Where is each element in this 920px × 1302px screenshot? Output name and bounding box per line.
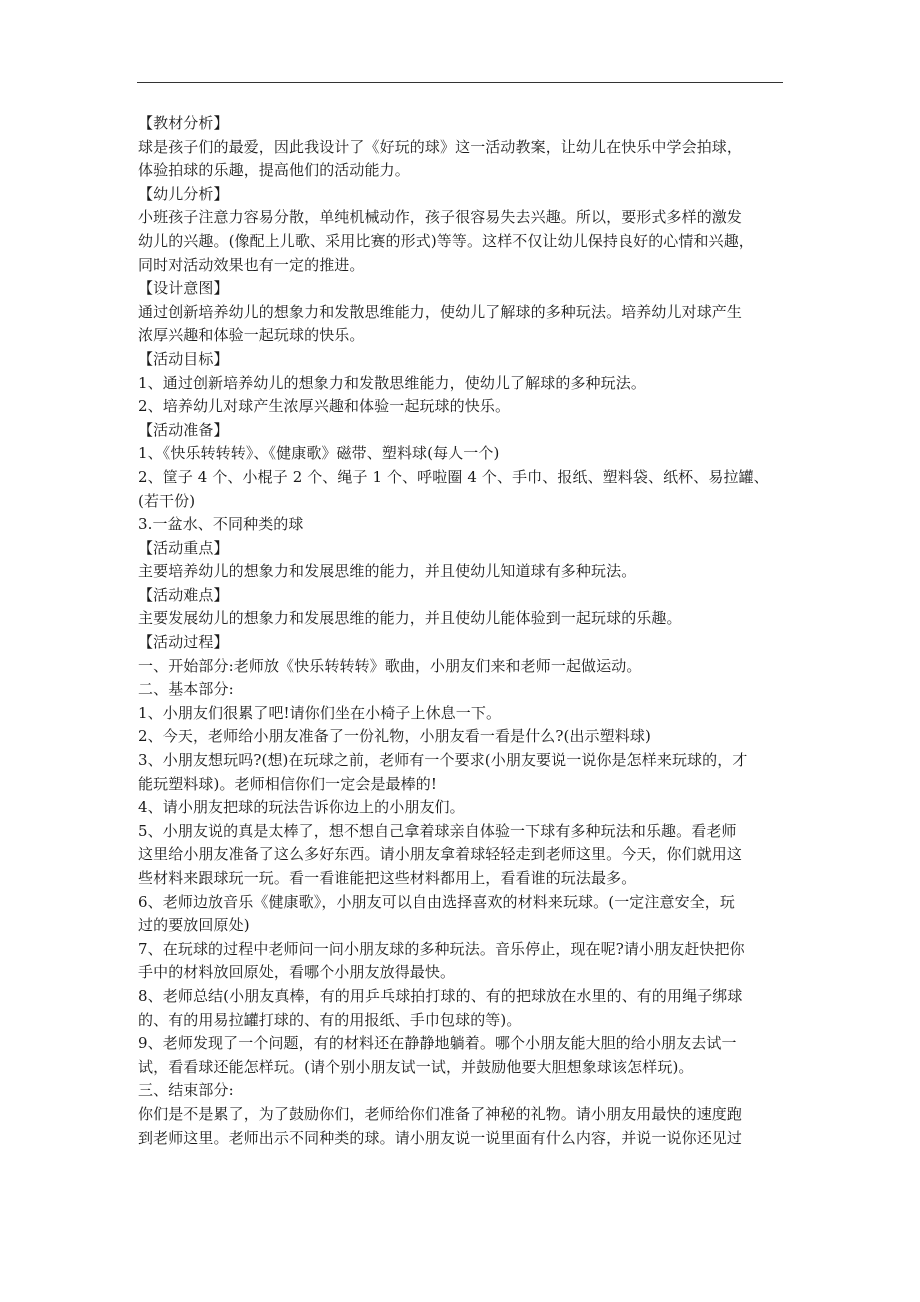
text-line: 你们是不是累了，为了鼓励你们，老师给你们准备了神秘的礼物。请小朋友用最快的速度跑: [138, 1104, 743, 1123]
text-line: 1、《快乐转转转》、《健康歌》磁带、塑料球(每人一个): [138, 444, 500, 463]
document-body: [138, 112, 790, 1150]
section-heading: 【幼儿分析】: [138, 184, 229, 203]
header-rule: [137, 82, 783, 83]
text-line: 一、开始部分:老师放《快乐转转转》歌曲，小朋友们来和老师一起做运动。: [138, 656, 642, 675]
text-line: 手中的材料放回原处，看哪个小朋友放得最快。: [138, 963, 456, 982]
text-line: 2、培养幼儿对球产生浓厚兴趣和体验一起玩球的快乐。: [138, 397, 511, 416]
text-line: 小班孩子注意力容易分散，单纯机械动作，孩子很容易失去兴趣。所以，要形式多样的激发: [138, 208, 743, 227]
text-line: 1、小朋友们很累了吧!请你们坐在小椅子上休息一下。: [138, 703, 502, 722]
text-line: 幼儿的兴趣。(像配上儿歌、采用比赛的形式)等等。这样不仅让幼儿保持良好的心情和兴趣，: [138, 231, 754, 250]
text-line: 二、基本部分:: [138, 680, 234, 699]
text-line: 同时对活动效果也有一定的推进。: [138, 255, 365, 274]
section-heading: 【教材分析】: [138, 114, 229, 132]
text-line: 试，看看球还能怎样玩。(请个别小朋友试一试，并鼓励他要大胆想象球该怎样玩)。: [138, 1057, 694, 1076]
text-line: 些材料来跟球玩一玩。看一看谁能把这些材料都用上，看看谁的玩法最多。: [138, 869, 637, 887]
text-line: 主要培养幼儿的想象力和发展思维的能力，并且使幼儿知道球有多种玩法。: [138, 562, 637, 581]
section-heading: 【活动准备】: [138, 420, 229, 439]
text-line: 通过创新培养幼儿的想象力和发散思维能力，使幼儿了解球的多种玩法。培养幼儿对球产生: [138, 302, 743, 321]
section-heading: 【活动重点】: [138, 538, 229, 557]
text-line: 6、老师边放音乐《健康歌》，小朋友可以自由选择喜欢的材料来玩球。(一定注意安全，玩: [138, 892, 735, 911]
section-heading: 【活动难点】: [138, 585, 229, 604]
text-line: 4、请小朋友把球的玩法告诉你边上的小朋友们。: [138, 798, 465, 817]
text-line: 主要发展幼儿的想象力和发展思维的能力，并且使幼儿能体验到一起玩球的乐趣。: [138, 609, 682, 628]
text-line: 球是孩子们的最爱，因此我设计了《好玩的球》这一活动教案，让幼儿在快乐中学会拍球，: [138, 137, 743, 156]
text-line: 浓厚兴趣和体验一起玩球的快乐。: [138, 326, 365, 345]
text-line: 三、结束部分:: [138, 1081, 234, 1100]
text-line: 的、有的用易拉罐打球的、有的用报纸、手巾包球的等)。: [138, 1010, 522, 1029]
text-line: 9、老师发现了一个问题，有的材料还在静静地躺着。哪个小朋友能大胆的给小朋友去试一: [138, 1034, 737, 1053]
text-line: 7、在玩球的过程中老师问一问小朋友球的多种玩法。音乐停止，现在呢?请小朋友赶快把你: [138, 939, 745, 958]
text-line: 3、小朋友想玩吗?(想)在玩球之前，老师有一个要求(小朋友要说一说你是怎样来玩球的，才: [138, 751, 748, 770]
text-line: 体验拍球的乐趣，提高他们的活动能力。: [138, 161, 410, 180]
section-heading: 【活动目标】: [138, 349, 229, 368]
text-line: 2、筐子 4 个、小棍子 2 个、绳子 1 个、呼啦圈 4 个、手巾、报纸、塑料袋、纸杯、易拉罐、: [138, 467, 769, 486]
text-line: 3.一盆水、不同种类的球: [138, 515, 304, 534]
text-line: 1、通过创新培养幼儿的想象力和发散思维能力，使幼儿了解球的多种玩法。: [138, 373, 646, 392]
text-line: 5、小朋友说的真是太棒了，想不想自己拿着球亲自体验一下球有多种玩法和乐趣。看老师: [138, 821, 737, 840]
section-heading: 【设计意图】: [138, 279, 229, 298]
text-line: 过的要放回原处): [138, 916, 250, 935]
text-line: 能玩塑料球)。老师相信你们一定会是最棒的!: [138, 774, 437, 793]
text-line: 8、老师总结(小朋友真棒，有的用乒乓球拍打球的、有的把球放在水里的、有的用绳子绑球: [138, 986, 743, 1005]
text-line: 2、今天，老师给小朋友准备了一份礼物，小朋友看一看是什么?(出示塑料球): [138, 727, 651, 746]
text-line: (若干份): [138, 491, 196, 510]
section-heading: 【活动过程】: [138, 633, 229, 652]
text-line: 到老师这里。老师出示不同种类的球。请小朋友说一说里面有什么内容，并说一说你还见过: [138, 1128, 743, 1147]
text-line: 这里给小朋友准备了这么多好东西。请小朋友拿着球轻轻走到老师这里。今天，你们就用这: [138, 845, 743, 864]
